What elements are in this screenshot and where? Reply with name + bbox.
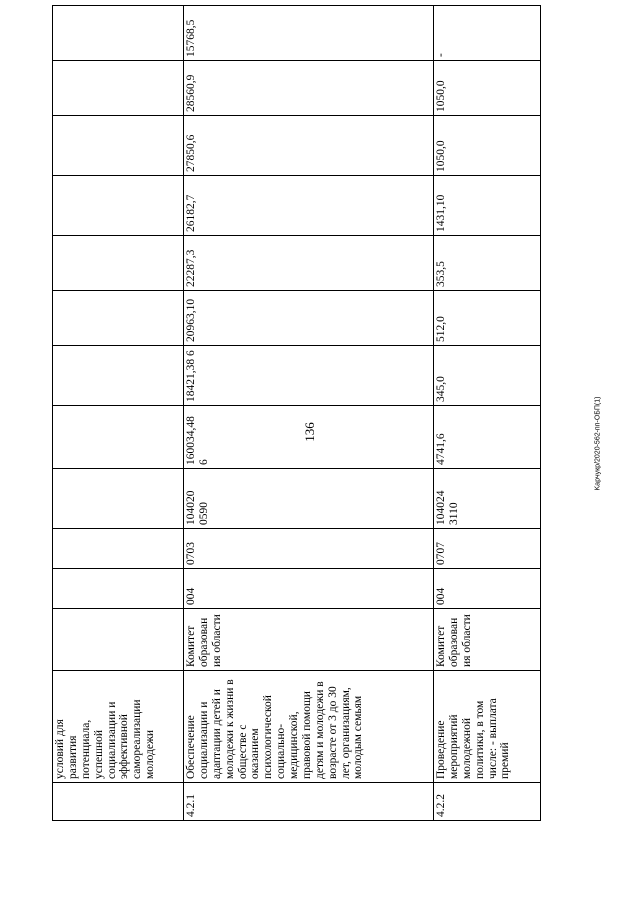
cell-executor — [53, 609, 184, 671]
cell-csr: 104020 0590 — [184, 469, 434, 529]
cell-value: 1431,10 — [434, 176, 541, 236]
cell-value — [53, 116, 184, 176]
cell-rzpr: 0707 — [434, 529, 541, 569]
cell-rzpr — [53, 529, 184, 569]
cell-value — [53, 61, 184, 116]
cell-name: условий для развития потенциала, успешной социализации и эффективной самореализации молодежи — [53, 671, 184, 783]
cell-csr — [53, 469, 184, 529]
table-row — [434, 6, 541, 821]
cell-num: 4.2.1 — [184, 783, 434, 821]
budget-table-rotated — [52, 19, 540, 821]
page-number: 136 — [301, 422, 317, 442]
cell-name: Проведение мероприятий молодежной политики, в том числе: - выплата премий — [434, 671, 541, 783]
cell-value — [53, 346, 184, 406]
cell-value — [53, 291, 184, 346]
cell-executor: Комитет образования области — [434, 609, 541, 671]
cell-value: 20963,10 — [184, 291, 434, 346]
cell-value: 18421,38 6 — [184, 346, 434, 406]
cell-value: 160034,48 6 — [184, 406, 434, 469]
cell-value: 15768,5 — [184, 6, 434, 61]
cell-value: - — [434, 6, 541, 61]
cell-executor: Комитет образования области — [184, 609, 434, 671]
cell-grbs — [53, 569, 184, 609]
cell-num: 4.2.2 — [434, 783, 541, 821]
cell-grbs: 004 — [434, 569, 541, 609]
table-row — [53, 6, 184, 821]
cell-value: 353,5 — [434, 236, 541, 291]
cell-value: 1050,0 — [434, 61, 541, 116]
cell-value: 1050,0 — [434, 116, 541, 176]
cell-grbs: 004 — [184, 569, 434, 609]
cell-csr: 104024 3110 — [434, 469, 541, 529]
budget-table — [52, 5, 541, 821]
cell-value: 28560,9 — [184, 61, 434, 116]
cell-value — [53, 6, 184, 61]
cell-value: 27850,6 — [184, 116, 434, 176]
cell-value — [53, 236, 184, 291]
cell-name: Обеспечение социализации и адаптации детей и молодежи к жизни в обществе с оказанием психологической социально-медицинской, правовой помощи детям и молодежи в возрасте от 3 до 30 лет, организациям, молодым семьям — [184, 671, 434, 783]
cell-value — [53, 176, 184, 236]
cell-num — [53, 783, 184, 821]
cell-value: 345,0 — [434, 346, 541, 406]
footer-doc-id: Kapчукр/2020-562-пп-ОБП(1) — [594, 396, 602, 491]
cell-rzpr: 0703 — [184, 529, 434, 569]
cell-value: 4741,6 — [434, 406, 541, 469]
cell-value: 22287,3 — [184, 236, 434, 291]
table-row — [184, 6, 434, 821]
cell-value: 26182,7 — [184, 176, 434, 236]
cell-value: 512,0 — [434, 291, 541, 346]
cell-value — [53, 406, 184, 469]
